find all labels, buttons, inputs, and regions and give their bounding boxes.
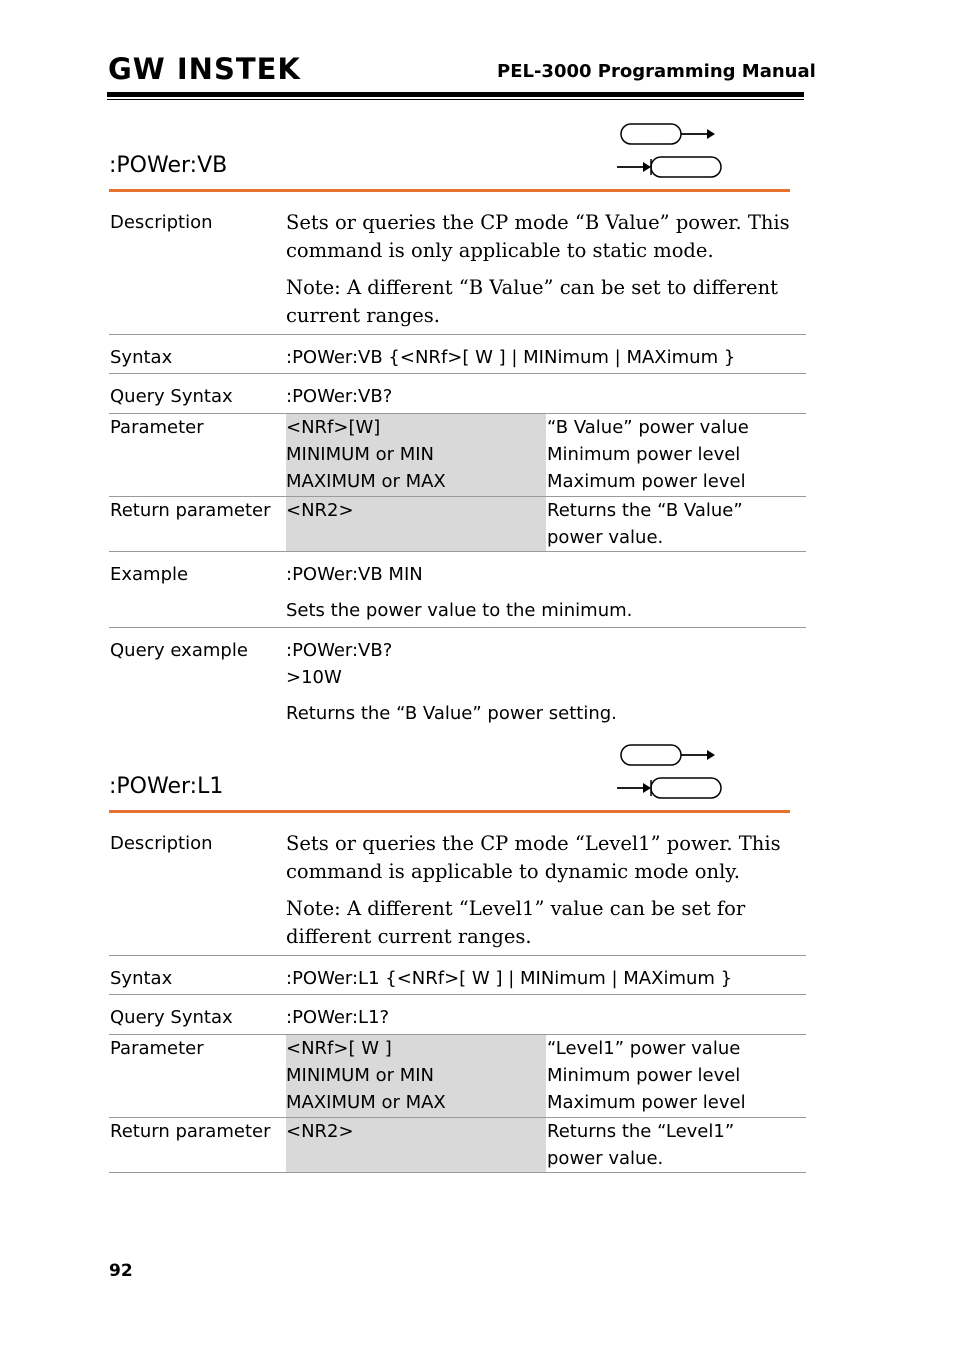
parameter-name: <NRf>[W] [286,417,381,438]
return-parameter-desc: Returns the “B Value” [547,500,743,521]
set-command-icon [621,124,715,144]
parameter-name: MAXIMUM or MAX [286,471,446,492]
return-parameter-desc: power value. [547,527,664,548]
example-explanation: Sets the power value to the minimum. [286,600,633,621]
query-command-icon [617,778,721,798]
section-rule [109,810,790,813]
description-line: Sets or queries the CP mode “Level1” power. This [286,832,781,855]
return-parameter-desc: power value. [547,1148,664,1169]
description-line: command is only applicable to static mode. [286,239,714,262]
description-note: different current ranges. [286,925,532,948]
query-command-icon [617,157,721,177]
row-divider [109,334,806,335]
syntax-value: :POWer:VB {<NRf>[ W ] | MINimum | MAXimum } [286,347,736,368]
row-divider [109,373,806,374]
row-divider [109,1172,806,1173]
description-note: current ranges. [286,304,440,327]
set-query-icon [615,741,725,799]
manual-title: PEL-3000 Programming Manual [497,61,816,82]
header-rule [107,92,804,97]
parameter-desc: “Level1” power value [547,1038,741,1059]
set-command-icon [621,745,715,765]
query-example-label: Query example [110,640,248,661]
parameter-name: MINIMUM or MIN [286,1065,435,1086]
parameter-name: MAXIMUM or MAX [286,1092,446,1113]
description-label: Description [110,212,213,233]
query-example-explanation: Returns the “B Value” power setting. [286,703,617,724]
description-label: Description [110,833,213,854]
description-note: Note: A different “Level1” value can be set for [286,897,746,920]
syntax-label: Syntax [110,347,173,368]
syntax-value: :POWer:L1 {<NRf>[ W ] | MINimum | MAXimum } [286,968,733,989]
parameter-desc: Maximum power level [547,1092,746,1113]
parameter-desc: Minimum power level [547,444,741,465]
return-parameter-name: <NR2> [286,500,354,521]
parameter-name: <NRf>[ W ] [286,1038,392,1059]
row-divider [109,551,806,552]
parameter-desc: Minimum power level [547,1065,741,1086]
query-syntax-value: :POWer:L1? [286,1007,390,1028]
syntax-label: Syntax [110,968,173,989]
parameter-desc: Maximum power level [547,471,746,492]
section-title: :POWer:L1 [109,774,224,799]
parameter-label: Parameter [110,417,204,438]
return-parameter-name: <NR2> [286,1121,354,1142]
query-example-response: >10W [286,667,342,688]
return-parameter-label: Return parameter [110,1121,271,1142]
query-syntax-label: Query Syntax [110,386,233,407]
parameter-label: Parameter [110,1038,204,1059]
query-syntax-label: Query Syntax [110,1007,233,1028]
description-line: command is applicable to dynamic mode only. [286,860,740,883]
return-parameter-label: Return parameter [110,500,271,521]
example-command: :POWer:VB MIN [286,564,423,585]
query-example-command: :POWer:VB? [286,640,393,661]
row-divider [109,994,806,995]
example-label: Example [110,564,189,585]
parameter-name: MINIMUM or MIN [286,444,435,465]
row-divider [109,955,806,956]
row-divider [109,627,806,628]
parameter-desc: “B Value” power value [547,417,749,438]
description-line: Sets or queries the CP mode “B Value” power. This [286,211,790,234]
description-note: Note: A different “B Value” can be set to different [286,276,778,299]
brand-logo: GW INSTEK [108,52,301,86]
section-title: :POWer:VB [109,153,228,178]
header-rule-thin [107,99,804,100]
set-query-icon [615,120,725,178]
return-parameter-desc: Returns the “Level1” [547,1121,735,1142]
query-syntax-value: :POWer:VB? [286,386,393,407]
page-number: 92 [109,1261,133,1281]
section-rule [109,189,790,192]
